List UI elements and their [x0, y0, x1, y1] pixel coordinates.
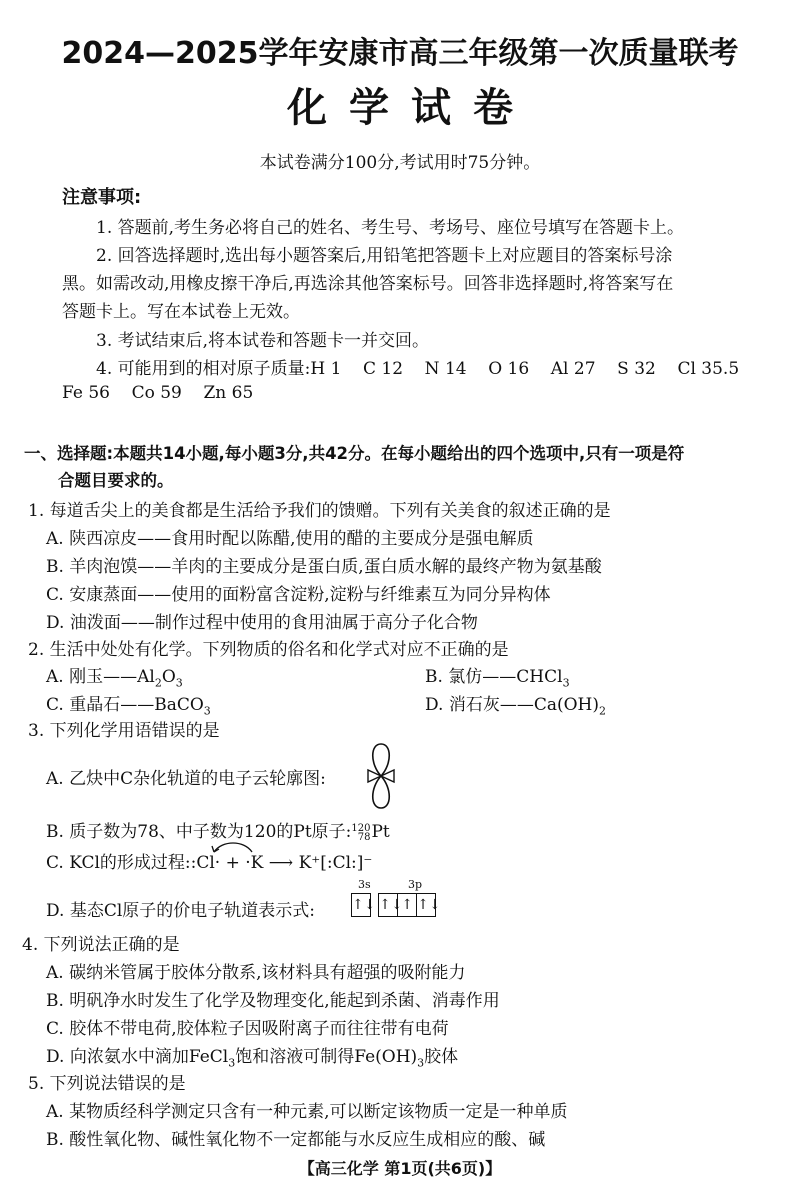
question-2-option-b: B. 氯仿——CHCl$_3$ — [425, 667, 570, 690]
label-3p: 3p — [408, 878, 423, 891]
note-2-line-2: 黑。如需改动,用橡皮擦干净后,再选涂其他答案标号。回答非选择题时,将答案写在 — [62, 274, 674, 294]
question-4-stem: 4. 下列说法正确的是 — [22, 935, 180, 955]
question-2-option-d: D. 消石灰$——Ca(OH)_2$ — [425, 695, 607, 718]
question-1-option-d: D. 油泼面——制作过程中使用的食用油属于高分子化合物 — [46, 613, 478, 633]
question-4-option-b: B. 明矾净水时发生了化学及物理变化,能起到杀菌、消毒作用 — [46, 991, 500, 1011]
orbital-cell: ↑↓ — [352, 897, 376, 913]
orbital-3p-box — [378, 893, 441, 917]
question-5-option-a: A. 某物质经科学测定只含有一种元素,可以断定该物质一定是一种单质 — [46, 1102, 568, 1122]
note-3: 3. 考试结束后,将本试卷和答题卡一并交回。 — [96, 331, 430, 351]
exam-info: 本试卷满分100分,考试用时75分钟。 — [259, 153, 541, 173]
question-4-option-a: A. 碳纳米管属于胶体分散系,该材料具有超强的吸附能力 — [46, 963, 466, 983]
notes-heading: 注意事项: — [62, 187, 142, 208]
isotope-notation: 120 78 — [351, 822, 371, 843]
orbital-3s-box — [351, 893, 376, 917]
orbital-cell: ↑↓ — [416, 894, 435, 916]
question-2-stem: 2. 生活中处处有化学。下列物质的俗名和化学式对应不正确的是 — [28, 640, 509, 660]
section-heading-line-1: 一、选择题:本题共14小题,每小题3分,共42分。在每小题给出的四个选项中,只有一项是符 — [24, 444, 685, 463]
question-3-option-a: A. 乙炔中C杂化轨道的电子云轮廓图: — [46, 769, 326, 789]
section-heading-line-2: 合题目要求的。 — [58, 471, 174, 490]
orbital-diagram — [351, 893, 441, 917]
question-1-option-c: C. 安康蒸面——使用的面粉富含淀粉,淀粉与纤维素互为同分异构体 — [46, 585, 551, 605]
question-3-option-c: C. KCl的形成过程::Cl· + ·K ⟶ K⁺[:Cl:]⁻ — [46, 853, 373, 873]
question-3-option-d: D. 基态Cl原子的价电子轨道表示式: — [46, 901, 316, 921]
label-3s: 3s — [358, 878, 371, 891]
question-1-option-b: B. 羊肉泡馍——羊肉的主要成分是蛋白质,蛋白质水解的最终产物为氨基酸 — [46, 557, 602, 577]
question-4-option-c: C. 胶体不带电荷,胶体粒子因吸附离子而往往带有电荷 — [46, 1019, 449, 1039]
question-3-option-b: B. 质子数为78、中子数为120的Pt原子: 120 78 Pt — [46, 822, 390, 843]
sp-orbital-diagram — [364, 742, 398, 810]
question-1-stem: 1. 每道舌尖上的美食都是生活给予我们的馈赠。下列有关美食的叙述正确的是 — [28, 501, 611, 521]
orbital-cell: ↑ — [397, 894, 416, 916]
orbital-cell: ↑↓ — [379, 897, 403, 913]
exam-title: 2024—2025学年安康市高三年级第一次质量联考 — [61, 36, 739, 71]
paper-subtitle: 化学试卷 — [287, 85, 535, 131]
question-2-option-c: C. 重晶石——BaCO$_3$ — [46, 695, 211, 718]
question-5-stem: 5. 下列说法错误的是 — [28, 1074, 186, 1094]
question-3-stem: 3. 下列化学用语错误的是 — [28, 721, 220, 741]
page-footer: 【高三化学 第1页(共6页)】 — [298, 1159, 502, 1178]
question-1-option-a: A. 陕西凉皮——食用时配以陈醋,使用的醋的主要成分是强电解质 — [46, 529, 534, 549]
note-1: 1. 答题前,考生务必将自己的姓名、考生号、考场号、座位号填写在答题卡上。 — [96, 218, 685, 238]
note-2-line-1: 2. 回答选择题时,选出每小题答案后,用铅笔把答题卡上对应题目的答案标号涂 — [96, 246, 673, 266]
note-2-line-3: 答题卡上。写在本试卷上无效。 — [62, 302, 300, 322]
note-4-line-2: Fe 56 Co 59 Zn 65 — [62, 383, 254, 403]
note-4-line-1: 4. 可能用到的相对原子质量:H 1 C 12 N 14 O 16 Al 27 S 32 Cl 35.5 — [96, 359, 740, 379]
question-4-option-d: D. 向浓氨水中滴加FeCl$_3$饱和溶液可制得$Fe(OH)_3$胶体 — [46, 1047, 459, 1070]
question-5-option-b: B. 酸性氧化物、碱性氧化物不一定都能与水反应生成相应的酸、碱 — [46, 1130, 546, 1150]
question-2-option-a: A. 刚玉$——Al_2O_3$ — [46, 667, 183, 690]
electron-transfer-arrow-icon — [208, 840, 258, 854]
